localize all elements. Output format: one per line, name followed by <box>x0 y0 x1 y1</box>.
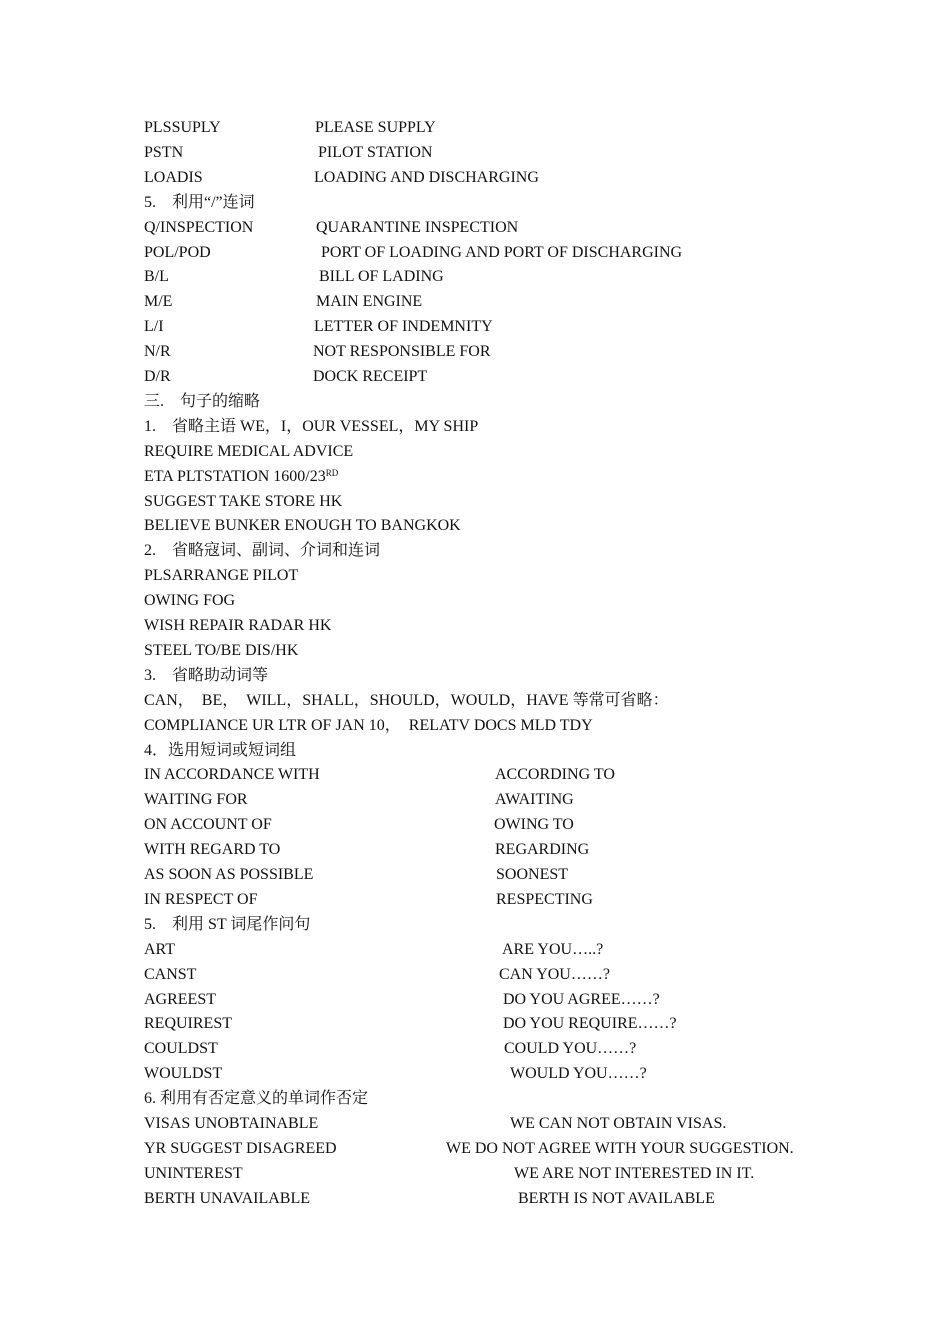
term-meaning: CAN YOU……? <box>499 965 610 983</box>
section-heading <box>0 739 950 764</box>
term-row <box>0 1112 950 1137</box>
text-content: WISH REPAIR RADAR HK <box>144 617 332 634</box>
term-meaning: ARE YOU…..? <box>502 940 604 958</box>
heading-text: 3. 省略助动词等 <box>144 666 269 684</box>
text-content: SUGGEST TAKE STORE HK <box>144 492 343 510</box>
term-abbreviation: PLSSUPLY <box>144 119 221 136</box>
term-row <box>0 963 950 988</box>
text-content: BELIEVE BUNKER ENOUGH TO BANGKOK <box>144 517 461 535</box>
text-main: ETA PLTSTATION 1600/23 <box>144 467 326 485</box>
term-meaning: ACCORDING TO <box>495 766 615 784</box>
term-meaning: WE ARE NOT INTERESTED IN IT. <box>514 1164 755 1182</box>
term-abbreviation: Q/INSPECTION <box>144 218 254 236</box>
term-row <box>0 988 950 1013</box>
text-content: REQUIRE MEDICAL ADVICE <box>144 442 354 460</box>
term-abbreviation: N/R <box>144 343 171 361</box>
term-abbreviation: IN RESPECT OF <box>144 890 258 908</box>
term-row <box>0 116 950 141</box>
term-abbreviation: IN ACCORDANCE WITH <box>144 766 320 784</box>
term-row <box>0 1037 950 1062</box>
text-content <box>144 465 338 490</box>
term-row <box>0 1187 950 1212</box>
term-row <box>0 290 950 315</box>
text-line <box>0 689 950 714</box>
term-abbreviation: B/L <box>144 268 169 286</box>
term-abbreviation: COULDST <box>144 1040 218 1058</box>
text-line <box>0 440 950 465</box>
text-content: CAN， BE， WILL，SHALL，SHOULD，WOULD，HAVE 等常可省略： <box>144 691 669 709</box>
term-meaning: WE CAN NOT OBTAIN VISAS. <box>510 1115 727 1132</box>
term-abbreviation: D/R <box>144 368 171 385</box>
heading-text: 5. 利用 ST 词尾作问句 <box>144 915 311 933</box>
term-row <box>0 1137 950 1162</box>
term-meaning: PILOT STATION <box>318 143 433 161</box>
term-row <box>0 1062 950 1087</box>
term-meaning: MAIN ENGINE <box>316 293 423 311</box>
term-abbreviation: POL/POD <box>144 243 211 261</box>
term-meaning: NOT RESPONSIBLE FOR <box>313 343 491 361</box>
term-row <box>0 838 950 863</box>
text-content: STEEL TO/BE DIS/HK <box>144 641 299 659</box>
term-abbreviation: ART <box>144 940 176 958</box>
term-abbreviation: VISAS UNOBTAINABLE <box>144 1115 319 1132</box>
term-abbreviation: AGREEST <box>144 990 216 1008</box>
term-meaning: LETTER OF INDEMNITY <box>314 318 493 336</box>
term-meaning: LOADING AND DISCHARGING <box>314 168 539 186</box>
term-row <box>0 141 950 166</box>
text-content: OWING FOG <box>144 592 236 610</box>
term-row <box>0 241 950 266</box>
heading-text: 5. 利用“/”连词 <box>144 193 255 211</box>
term-meaning: WE DO NOT AGREE WITH YOUR SUGGESTION. <box>446 1139 794 1157</box>
term-meaning: RESPECTING <box>496 890 593 908</box>
term-abbreviation: YR SUGGEST DISAGREED <box>144 1139 337 1157</box>
term-row <box>0 216 950 241</box>
text-line <box>0 639 950 664</box>
term-meaning: QUARANTINE INSPECTION <box>316 218 519 236</box>
term-abbreviation: M/E <box>144 293 173 311</box>
term-abbreviation: CANST <box>144 965 197 983</box>
term-abbreviation: BERTH UNAVAILABLE <box>144 1189 311 1207</box>
section-heading <box>0 539 950 564</box>
term-meaning: AWAITING <box>495 791 574 809</box>
term-row <box>0 315 950 340</box>
heading-text: 三. 句子的缩略 <box>144 392 261 410</box>
text-line <box>0 589 950 614</box>
section-heading <box>0 913 950 938</box>
section-heading <box>0 1087 950 1112</box>
heading-text: 4．选用短词或短词组 <box>144 741 297 759</box>
text-line <box>0 564 950 589</box>
term-row <box>0 1012 950 1037</box>
heading-text: 1. 省略主语 WE，I，OUR VESSEL，MY SHIP <box>144 417 479 435</box>
heading-text: 6. 利用有否定意义的单词作否定 <box>144 1090 369 1108</box>
text-line <box>0 714 950 739</box>
section-heading <box>0 415 950 440</box>
term-abbreviation: WITH REGARD TO <box>144 841 281 859</box>
text-content: COMPLIANCE UR LTR OF JAN 10， RELATV DOCS MLD TDY <box>144 716 593 734</box>
term-meaning: BERTH IS NOT AVAILABLE <box>518 1189 715 1207</box>
section-heading <box>0 390 950 415</box>
term-meaning: COULD YOU……? <box>504 1040 637 1058</box>
term-meaning: DO YOU REQUIRE……? <box>503 1015 677 1033</box>
term-row <box>0 863 950 888</box>
term-row <box>0 788 950 813</box>
term-meaning: WOULD YOU……? <box>510 1065 647 1083</box>
term-abbreviation: REQUIREST <box>144 1015 232 1033</box>
term-meaning: PLEASE SUPPLY <box>315 119 436 136</box>
term-row <box>0 1162 950 1187</box>
term-abbreviation: PSTN <box>144 143 184 161</box>
term-abbreviation: ON ACCOUNT OF <box>144 816 272 834</box>
term-meaning: DO YOU AGREE……? <box>503 990 660 1008</box>
term-meaning: BILL OF LADING <box>319 268 444 286</box>
term-meaning: DOCK RECEIPT <box>313 368 428 385</box>
text-line <box>0 465 950 490</box>
heading-text: 2. 省略寇词、副词、介词和连词 <box>144 542 381 560</box>
term-row <box>0 365 950 390</box>
term-row <box>0 813 950 838</box>
term-row <box>0 166 950 191</box>
term-abbreviation: WAITING FOR <box>144 791 248 809</box>
section-heading <box>0 664 950 689</box>
term-row <box>0 938 950 963</box>
ordinal-superscript: RD <box>325 467 339 478</box>
term-abbreviation: UNINTEREST <box>144 1164 243 1182</box>
term-row <box>0 340 950 365</box>
term-meaning: PORT OF LOADING AND PORT OF DISCHARGING <box>321 243 683 261</box>
term-row <box>0 763 950 788</box>
term-abbreviation: LOADIS <box>144 168 203 186</box>
term-row <box>0 265 950 290</box>
text-line <box>0 614 950 639</box>
term-meaning: SOONEST <box>496 866 569 883</box>
term-meaning: REGARDING <box>495 841 590 859</box>
section-heading <box>0 191 950 216</box>
text-line <box>0 490 950 515</box>
term-meaning: OWING TO <box>494 816 574 834</box>
term-abbreviation: AS SOON AS POSSIBLE <box>144 866 314 883</box>
term-row <box>0 888 950 913</box>
term-abbreviation: WOULDST <box>144 1065 223 1083</box>
text-content: PLSARRANGE PILOT <box>144 567 299 585</box>
text-line <box>0 514 950 539</box>
term-abbreviation: L/I <box>144 318 164 336</box>
